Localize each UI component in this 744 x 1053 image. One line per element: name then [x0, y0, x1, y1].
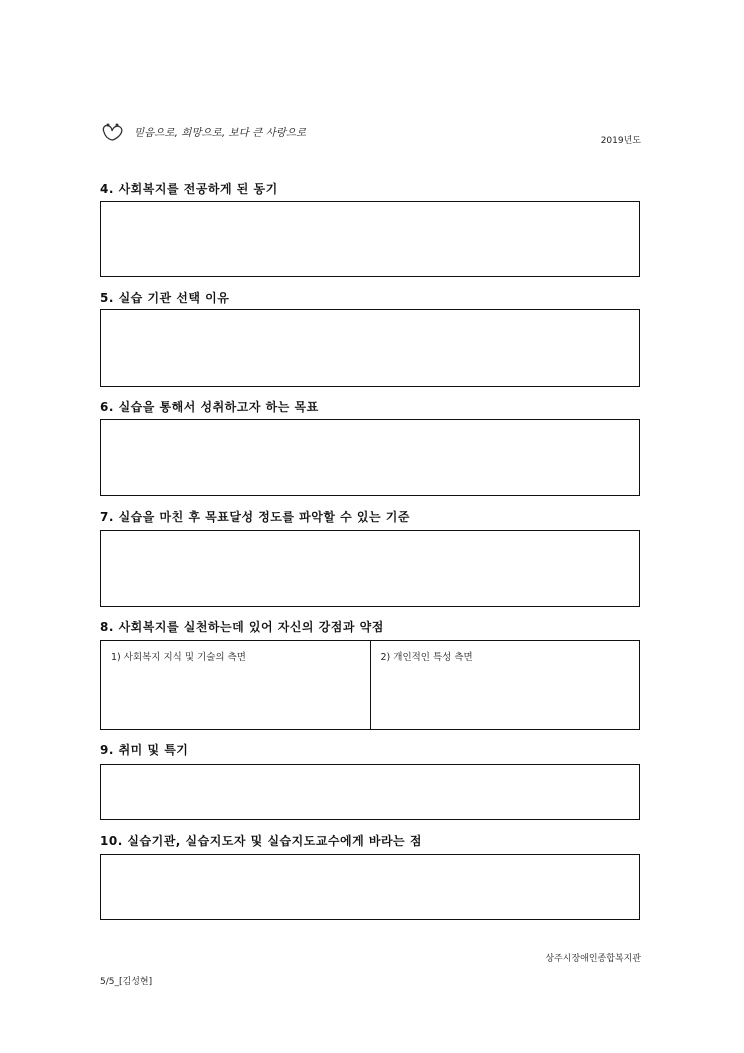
- section-8-answer-table: [100, 640, 640, 730]
- strengths-knowledge-cell[interactable]: [101, 641, 370, 729]
- document-year: 2019년도: [600, 136, 641, 146]
- section-4-title: 4. 사회복지를 전공하게 된 동기: [100, 182, 278, 196]
- heart-people-icon: [100, 122, 128, 142]
- section-4-answer-box[interactable]: [100, 201, 640, 277]
- slogan-text: 믿음으로, 희망으로, 보다 큰 사랑으로: [134, 126, 307, 139]
- section-7-answer-box[interactable]: [100, 530, 640, 607]
- strengths-personal-cell[interactable]: [370, 641, 640, 729]
- strengths-knowledge-label: 1) 사회복지 지식 및 기술의 측면: [111, 652, 246, 663]
- page-label: 5/5_[김성현]: [100, 977, 153, 987]
- footer-organization: 상주시장애인종합복지관: [545, 954, 641, 964]
- section-9-answer-box[interactable]: [100, 764, 640, 820]
- section-6-title: 6. 실습을 통해서 성취하고자 하는 목표: [100, 400, 319, 414]
- section-5-answer-box[interactable]: [100, 309, 640, 387]
- header-slogan: [100, 122, 306, 142]
- section-9-title: 9. 취미 및 특기: [100, 743, 189, 757]
- section-7-title: 7. 실습을 마친 후 목표달성 정도를 파악할 수 있는 기준: [100, 510, 410, 524]
- section-10-title: 10. 실습기관, 실습지도자 및 실습지도교수에게 바라는 점: [100, 834, 422, 848]
- strengths-personal-label: 2) 개인적인 특성 측면: [380, 652, 473, 663]
- section-10-answer-box[interactable]: [100, 854, 640, 920]
- section-5-title: 5. 실습 기관 선택 이유: [100, 291, 230, 305]
- section-8-title: 8. 사회복지를 실천하는데 있어 자신의 강점과 약점: [100, 620, 384, 634]
- section-6-answer-box[interactable]: [100, 419, 640, 496]
